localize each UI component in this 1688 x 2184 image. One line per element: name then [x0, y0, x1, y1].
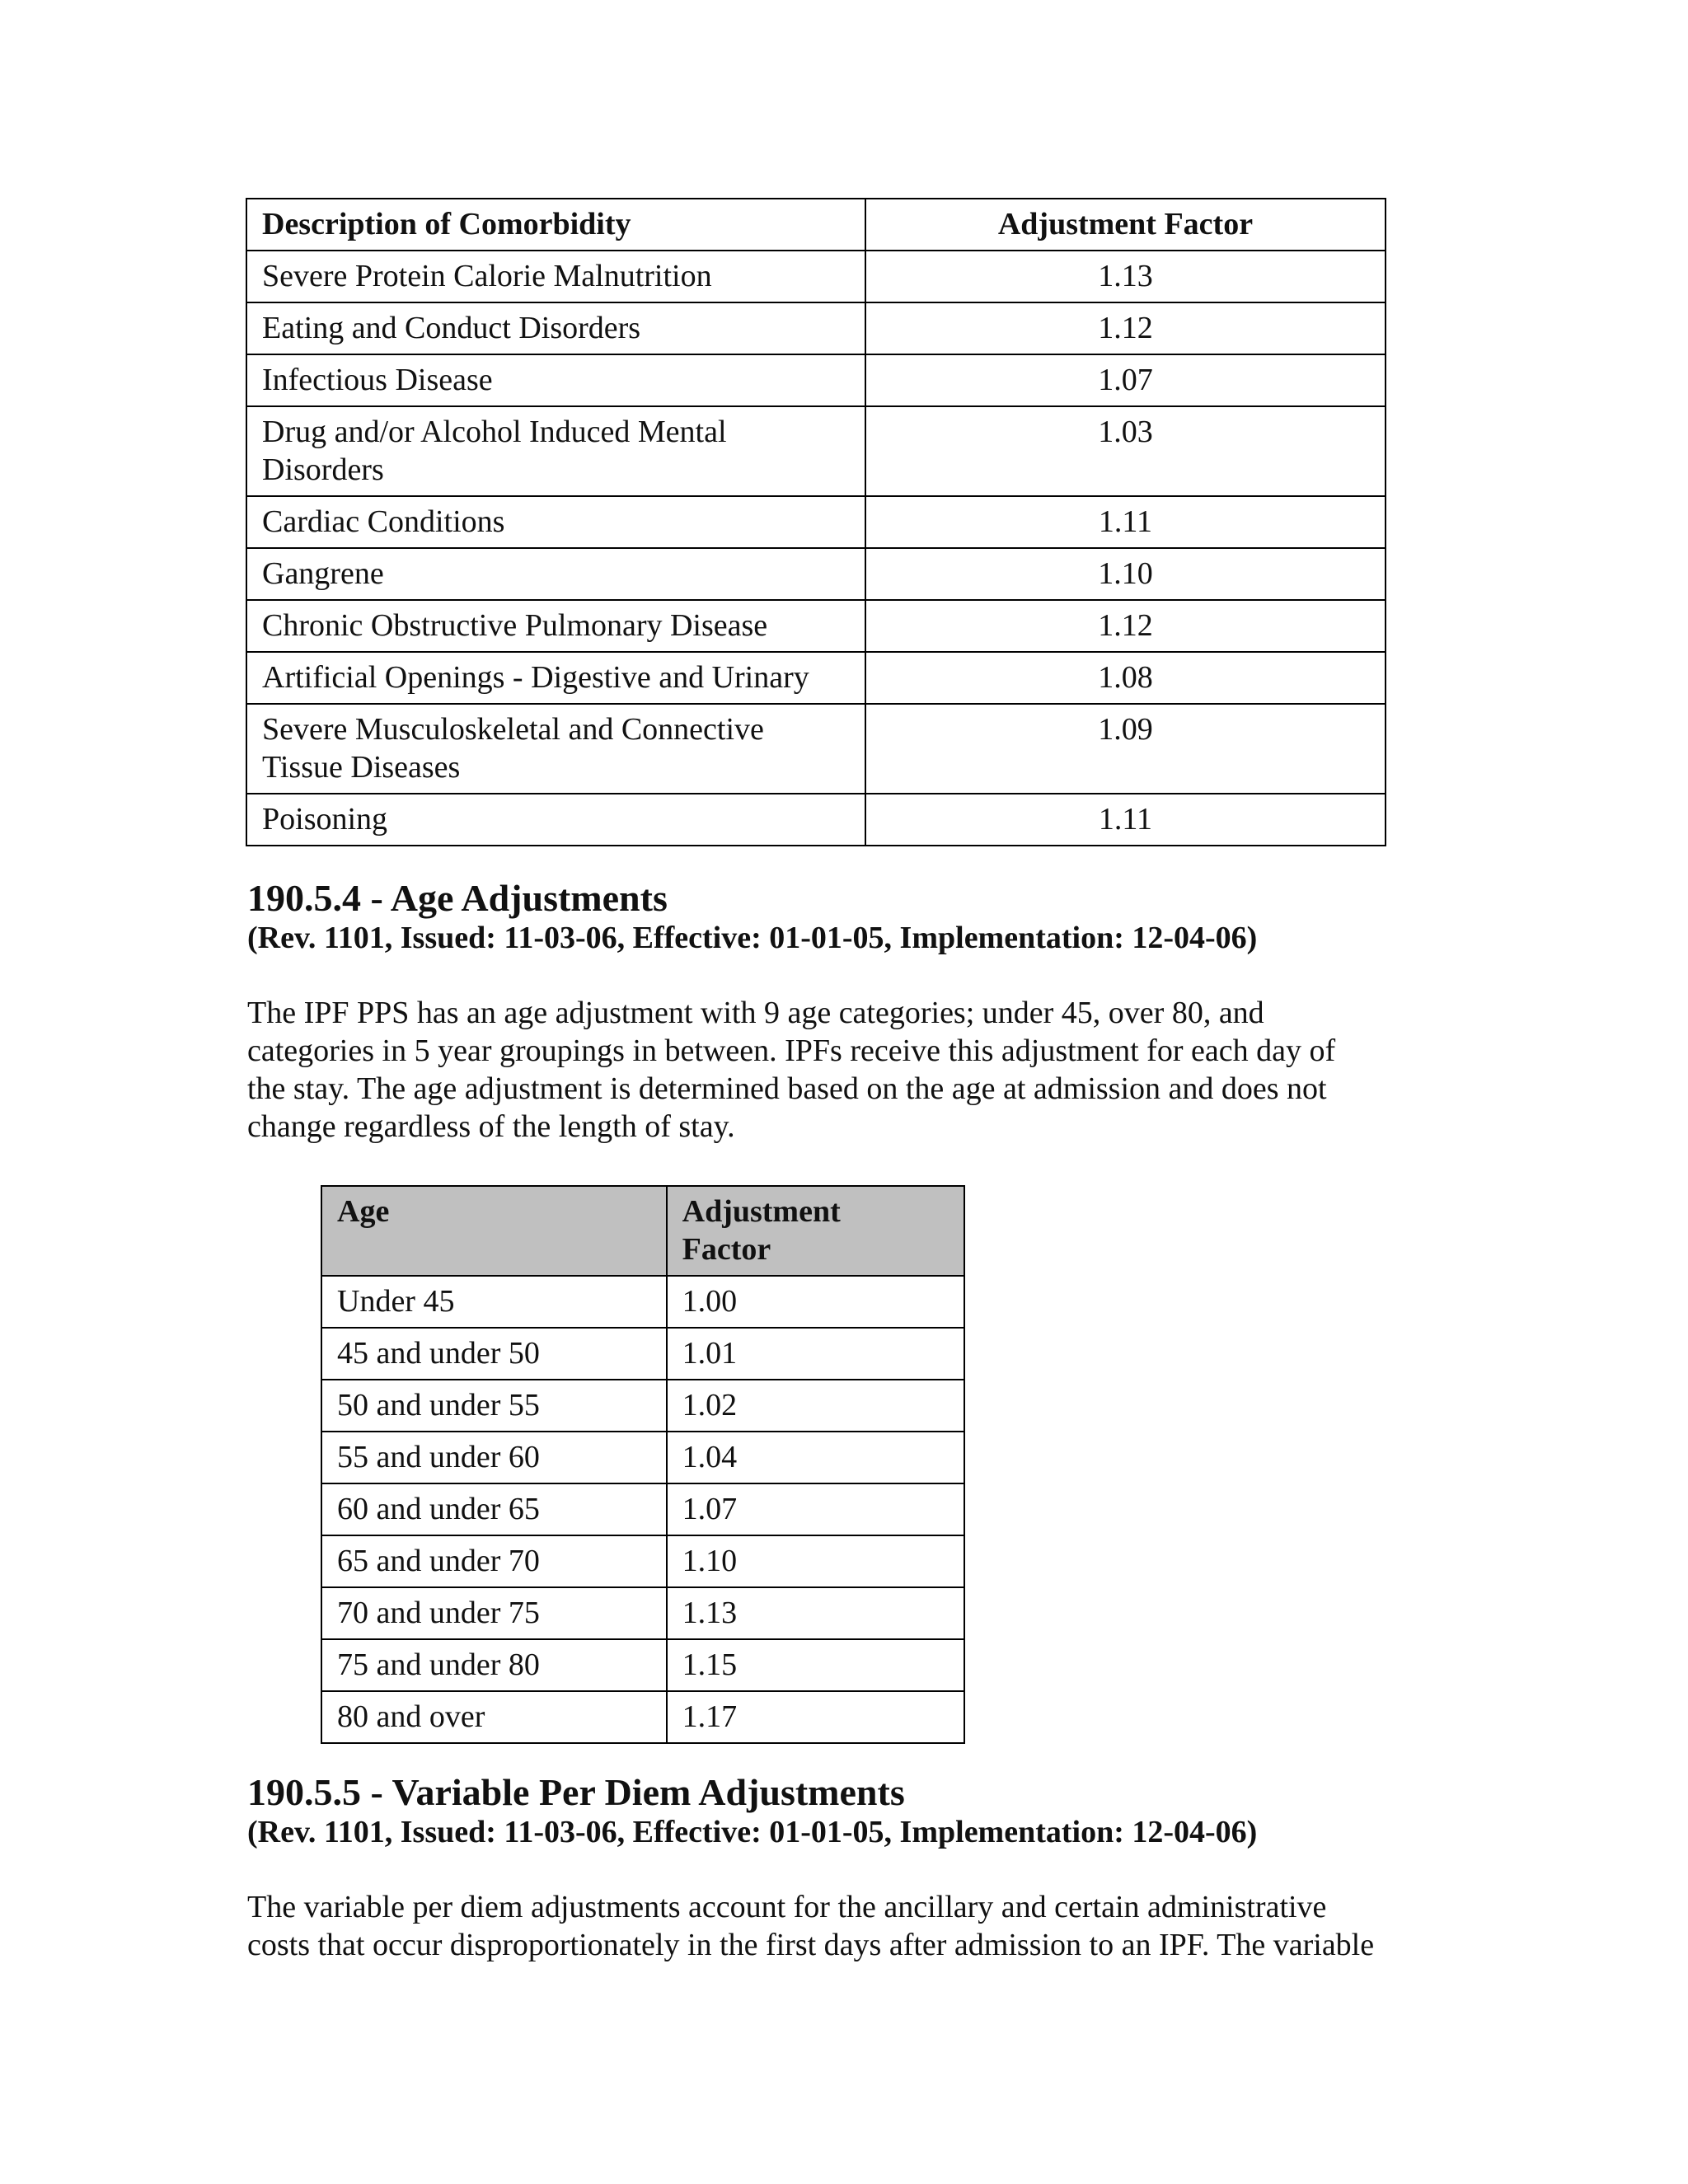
- comorbidity-rows: [246, 251, 1386, 846]
- table-row: [246, 600, 1386, 652]
- comorbidity-factor: 1.10: [865, 548, 1386, 600]
- table-row: [246, 406, 1386, 496]
- table-row: [246, 251, 1386, 302]
- comorbidity-factor: 1.03: [865, 406, 1386, 496]
- table-row: [246, 496, 1386, 548]
- comorbidity-description: [246, 600, 865, 652]
- comorbidity-factor: 1.12: [865, 600, 1386, 652]
- age-range: 65 and under 70: [321, 1535, 667, 1587]
- comorbidity-factor: 1.11: [865, 496, 1386, 548]
- comorbidity-description: [246, 302, 865, 354]
- table-row: [246, 548, 1386, 600]
- comorbidity-description: [246, 704, 865, 794]
- description-line: Severe Musculoskeletal and Connective: [262, 712, 764, 747]
- comorbidity-description: [246, 496, 865, 548]
- comorbidity-description: [246, 794, 865, 846]
- section-heading-variable-per-diem: 190.5.5 - Variable Per Diem Adjustments: [247, 1771, 905, 1813]
- table-row: [321, 1483, 964, 1535]
- comorbidity-description: [246, 406, 865, 496]
- age-adjustment-table: [321, 1185, 965, 1744]
- paragraph-variable-per-diem: [247, 1888, 1451, 1964]
- header-line: Factor: [682, 1232, 771, 1267]
- description-line: Disorders: [262, 452, 384, 487]
- age-range: 75 and under 80: [321, 1639, 667, 1691]
- age-factor: 1.13: [667, 1587, 964, 1639]
- paragraph-line: change regardless of the length of stay.: [247, 1109, 735, 1144]
- comorbidity-factor: 1.11: [865, 794, 1386, 846]
- table-header-row: [321, 1186, 964, 1276]
- age-factor: 1.01: [667, 1328, 964, 1380]
- comorbidity-factor: 1.08: [865, 652, 1386, 704]
- section-heading-age-adjustments: 190.5.4 - Age Adjustments: [247, 877, 668, 919]
- description-line: Drug and/or Alcohol Induced Mental: [262, 415, 727, 449]
- table-row: [321, 1587, 964, 1639]
- table-row: [321, 1328, 964, 1380]
- age-range: 45 and under 50: [321, 1328, 667, 1380]
- paragraph-line: costs that occur disproportionately in the first days after admission to an IPF. The variable: [247, 1928, 1375, 1962]
- paragraph-line: The variable per diem adjustments account for the ancillary and certain administrative: [247, 1890, 1327, 1924]
- comorbidity-table: [246, 198, 1386, 846]
- age-factor: 1.10: [667, 1535, 964, 1587]
- comorbidity-factor: 1.07: [865, 354, 1386, 406]
- table-row: [246, 794, 1386, 846]
- description-line: Artificial Openings - Digestive and Urinary: [262, 660, 809, 695]
- table-row: [321, 1276, 964, 1328]
- description-line: Eating and Conduct Disorders: [262, 311, 641, 345]
- age-factor: 1.07: [667, 1483, 964, 1535]
- table-header-row: [246, 199, 1386, 251]
- comorbidity-factor: 1.09: [865, 704, 1386, 794]
- comorbidity-description: [246, 548, 865, 600]
- age-range: 60 and under 65: [321, 1483, 667, 1535]
- column-header-description: Description of Comorbidity: [246, 199, 865, 251]
- comorbidity-description: [246, 354, 865, 406]
- age-factor: 1.02: [667, 1380, 964, 1432]
- paragraph-age-adjustment: [247, 994, 1451, 1146]
- comorbidity-factor: 1.13: [865, 251, 1386, 302]
- age-rows: [321, 1276, 964, 1743]
- age-factor: 1.15: [667, 1639, 964, 1691]
- column-header-adjustment-factor: Adjustment Factor: [865, 199, 1386, 251]
- age-range: Under 45: [321, 1276, 667, 1328]
- table-row: [246, 704, 1386, 794]
- table-row: [321, 1380, 964, 1432]
- paragraph-line: categories in 5 year groupings in between. IPFs receive this adjustment for each day of: [247, 1033, 1336, 1068]
- table-row: [246, 652, 1386, 704]
- column-header-age: Age: [321, 1186, 667, 1276]
- paragraph-line: the stay. The age adjustment is determined based on the age at admission and does not: [247, 1071, 1327, 1106]
- description-line: Gangrene: [262, 556, 384, 591]
- section-revision-age: (Rev. 1101, Issued: 11-03-06, Effective: 01-01-05, Implementation: 12-04-06): [247, 921, 1258, 955]
- description-line: Tissue Diseases: [262, 750, 461, 785]
- age-factor: 1.04: [667, 1432, 964, 1483]
- comorbidity-description: [246, 652, 865, 704]
- description-line: Poisoning: [262, 802, 388, 837]
- age-range: 50 and under 55: [321, 1380, 667, 1432]
- header-line: Adjustment: [682, 1194, 841, 1229]
- description-line: Infectious Disease: [262, 363, 493, 397]
- table-row: [246, 302, 1386, 354]
- comorbidity-factor: 1.12: [865, 302, 1386, 354]
- age-factor: 1.17: [667, 1691, 964, 1743]
- comorbidity-description: [246, 251, 865, 302]
- description-line: Chronic Obstructive Pulmonary Disease: [262, 608, 768, 643]
- age-factor: 1.00: [667, 1276, 964, 1328]
- column-header-adjustment-factor: [667, 1186, 964, 1276]
- age-range: 70 and under 75: [321, 1587, 667, 1639]
- table-row: [321, 1639, 964, 1691]
- description-line: Severe Protein Calorie Malnutrition: [262, 259, 712, 293]
- table-row: [321, 1535, 964, 1587]
- table-row: [246, 354, 1386, 406]
- age-range: 80 and over: [321, 1691, 667, 1743]
- table-row: [321, 1432, 964, 1483]
- section-revision-variable: (Rev. 1101, Issued: 11-03-06, Effective: 01-01-05, Implementation: 12-04-06): [247, 1815, 1258, 1849]
- age-range: 55 and under 60: [321, 1432, 667, 1483]
- paragraph-line: The IPF PPS has an age adjustment with 9 age categories; under 45, over 80, and: [247, 996, 1264, 1030]
- table-row: [321, 1691, 964, 1743]
- description-line: Cardiac Conditions: [262, 504, 505, 539]
